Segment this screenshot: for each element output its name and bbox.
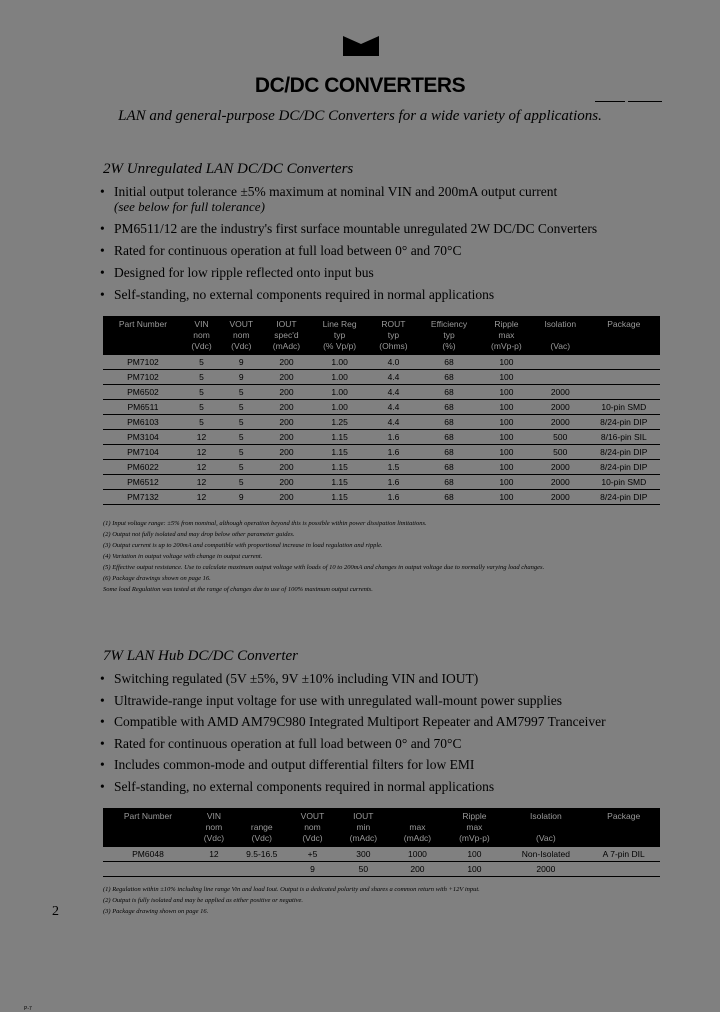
table-cell: 300 <box>336 847 390 862</box>
table-cell: 2000 <box>533 460 588 475</box>
table-header-cell <box>103 341 183 355</box>
table-cell: 5 <box>183 370 220 385</box>
table-cell: 8/24-pin DIP <box>588 445 660 460</box>
table-cell: 5 <box>220 445 262 460</box>
table-cell: 4.4 <box>369 370 419 385</box>
table-cell: 100 <box>480 355 533 370</box>
table-cell: 5 <box>220 385 262 400</box>
table-header-cell: (mVp-p) <box>445 833 505 847</box>
table-cell: 5 <box>183 385 220 400</box>
table-header-cell <box>504 822 587 833</box>
table-cell: 100 <box>480 415 533 430</box>
table-cell: 9 <box>220 490 262 505</box>
section2-table <box>103 808 660 877</box>
footnote: (2) Output not fully isolated and may drop below other parameter guides. <box>103 531 295 538</box>
table-header-cell: Isolation <box>533 316 588 330</box>
list-item: • Includes common-mode and output differential filters for low EMI <box>100 754 660 776</box>
table-cell <box>235 862 289 877</box>
table-header-cell: typ <box>369 330 419 341</box>
table-cell: 1000 <box>390 847 444 862</box>
table-cell: 100 <box>480 385 533 400</box>
table-cell: 10-pin SMD <box>588 475 660 490</box>
table-cell: 1.25 <box>310 415 368 430</box>
table-cell: 200 <box>262 385 310 400</box>
table-header-cell: IOUT <box>336 808 390 822</box>
table-cell: 2000 <box>533 415 588 430</box>
table-cell <box>587 862 660 877</box>
table-cell: 1.15 <box>310 445 368 460</box>
table-cell: 200 <box>262 430 310 445</box>
table-header-cell: typ <box>418 330 480 341</box>
table-header-row <box>103 316 660 330</box>
section1-bullets <box>100 182 660 305</box>
table-cell: +5 <box>289 847 337 862</box>
table-cell: 1.00 <box>310 385 368 400</box>
list-item: • Rated for continuous operation at full load between 0° and 70°C <box>100 241 660 261</box>
table-cell: 10-pin SMD <box>588 400 660 415</box>
table-header-cell: (Ohms) <box>369 341 419 355</box>
table-cell: PM7102 <box>103 355 183 370</box>
table-cell: 1.15 <box>310 430 368 445</box>
table-header-cell: range <box>235 822 289 833</box>
table-cell: 200 <box>262 475 310 490</box>
table-cell: 1.00 <box>310 400 368 415</box>
title-rule-right <box>628 101 662 102</box>
table-cell: PM6022 <box>103 460 183 475</box>
table-cell: 100 <box>480 460 533 475</box>
table-header-cell: ROUT <box>369 316 419 330</box>
table-cell: PM6048 <box>103 847 193 862</box>
table-cell: 2000 <box>533 475 588 490</box>
table-cell: 68 <box>418 370 480 385</box>
table-cell: 12 <box>183 430 220 445</box>
table-cell: 1.6 <box>369 430 419 445</box>
table-cell: 8/24-pin DIP <box>588 460 660 475</box>
page-title: DC/DC CONVERTERS <box>254 74 466 97</box>
table-cell: 200 <box>262 460 310 475</box>
table-cell <box>588 385 660 400</box>
table-header-cell: (mAdc) <box>336 833 390 847</box>
list-item: • Ultrawide-range input voltage for use with unregulated wall-mount power supplies <box>100 690 660 712</box>
table-header-cell <box>235 808 289 822</box>
table-header-cell: (mAdc) <box>390 833 444 847</box>
table-header-cell <box>588 341 660 355</box>
table-header-row <box>103 822 660 833</box>
list-item: • Compatible with AMD AM79C980 Integrated Multiport Repeater and AM7997 Tranceiver <box>100 711 660 733</box>
footnote: (2) Output is fully isolated and may be applied as either positive or negative. <box>103 897 304 904</box>
table-header-cell <box>587 833 660 847</box>
list-item: • Self-standing, no external components required in normal applications <box>100 776 660 798</box>
table-cell: 12 <box>183 475 220 490</box>
table-header-cell: typ <box>310 330 368 341</box>
table-header-cell: (%) <box>418 341 480 355</box>
table-header-cell: (Vdc) <box>235 833 289 847</box>
table-header-cell: min <box>336 822 390 833</box>
table-header-cell: max <box>445 822 505 833</box>
table-cell: 12 <box>183 445 220 460</box>
table-header-cell: (Vdc) <box>220 341 262 355</box>
table-cell <box>533 370 588 385</box>
footnote: (4) Variation in output voltage with change in output current. <box>103 553 263 560</box>
table-cell: 2000 <box>533 490 588 505</box>
table-header-cell: Ripple <box>445 808 505 822</box>
table-cell: PM7104 <box>103 445 183 460</box>
list-item: • Switching regulated (5V ±5%, 9V ±10% including VIN and IOUT) <box>100 668 660 690</box>
page-number: 2 <box>52 904 59 919</box>
table-cell: 8/24-pin DIP <box>588 490 660 505</box>
table-cell: 4.0 <box>369 355 419 370</box>
table-cell: 200 <box>262 370 310 385</box>
table-cell: 1.00 <box>310 355 368 370</box>
title-rule-left <box>595 101 625 102</box>
table-cell: 5 <box>220 460 262 475</box>
table-cell: 200 <box>262 415 310 430</box>
table-header-cell <box>103 822 193 833</box>
table-header-cell: (Vac) <box>533 341 588 355</box>
table-cell: 4.4 <box>369 385 419 400</box>
table-cell: 5 <box>183 355 220 370</box>
table-header-cell: Part Number <box>103 808 193 822</box>
table-cell <box>588 355 660 370</box>
table-cell: 12 <box>183 460 220 475</box>
table-header-cell <box>103 330 183 341</box>
list-item: • PM6511/12 are the industry's first surface mountable unregulated 2W DC/DC Converters <box>100 219 660 239</box>
table-cell: 5 <box>220 475 262 490</box>
table-cell: 200 <box>262 400 310 415</box>
table-row <box>103 355 660 370</box>
table-header-cell: (mAdc) <box>262 341 310 355</box>
table-row <box>103 400 660 415</box>
table-cell: PM3104 <box>103 430 183 445</box>
table-header-cell: IOUT <box>262 316 310 330</box>
table-header-cell: Package <box>587 808 660 822</box>
table-header-cell: (Vac) <box>504 833 587 847</box>
table-cell <box>103 862 193 877</box>
table-cell: 68 <box>418 415 480 430</box>
table-header-cell: Package <box>588 316 660 330</box>
table-header-row <box>103 341 660 355</box>
table-cell: 200 <box>390 862 444 877</box>
table-header-row <box>103 833 660 847</box>
table-header-cell: max <box>390 822 444 833</box>
list-item: (see below for full tolerance) <box>114 199 265 214</box>
table-cell: 1.6 <box>369 490 419 505</box>
table-cell: PM6103 <box>103 415 183 430</box>
table-cell: 500 <box>533 445 588 460</box>
list-item: • Designed for low ripple reflected onto input bus <box>100 263 660 283</box>
table-cell: 100 <box>445 847 505 862</box>
table-header-cell: VIN <box>183 316 220 330</box>
table-row <box>103 475 660 490</box>
table-cell: PM6511 <box>103 400 183 415</box>
footnote: (3) Package drawing shown on page 16. <box>103 908 209 915</box>
table-header-cell: max <box>480 330 533 341</box>
table-header-cell: VOUT <box>289 808 337 822</box>
table-header-cell: Part Number <box>103 316 183 330</box>
footnote: (5) Effective output resistance. Use to calculate maximum output voltage with loads of 10 to 200mA and changes in output voltage due to normally varying load changes. <box>103 564 545 571</box>
table-cell: 100 <box>480 445 533 460</box>
table-header-cell: Isolation <box>504 808 587 822</box>
table-cell: 9 <box>289 862 337 877</box>
table-cell: 100 <box>480 370 533 385</box>
section1-notes <box>103 518 663 595</box>
table-header-cell <box>533 330 588 341</box>
table-cell: 100 <box>480 490 533 505</box>
table-cell <box>533 355 588 370</box>
table-header-cell: nom <box>220 330 262 341</box>
table-cell: 100 <box>480 430 533 445</box>
table-header-cell: (Vdc) <box>289 833 337 847</box>
table-row <box>103 370 660 385</box>
table-cell: 1.6 <box>369 445 419 460</box>
list-item: • Self-standing, no external components required in normal applications <box>100 285 660 305</box>
table-cell: 8/24-pin DIP <box>588 415 660 430</box>
table-cell: 100 <box>445 862 505 877</box>
page-subtitle: LAN and general-purpose DC/DC Converters for a wide variety of applications. <box>118 108 602 124</box>
table-cell: 1.00 <box>310 370 368 385</box>
table-header-cell: Efficiency <box>418 316 480 330</box>
table-cell: 68 <box>418 460 480 475</box>
table-row <box>103 847 660 862</box>
table-cell: 68 <box>418 385 480 400</box>
table-cell: 68 <box>418 475 480 490</box>
table-header-cell: (Vdc) <box>183 341 220 355</box>
table-cell: 68 <box>418 490 480 505</box>
section2-bullets <box>100 668 660 797</box>
table-cell: 5 <box>220 430 262 445</box>
table-header-cell <box>103 833 193 847</box>
section1-table <box>103 316 660 505</box>
list-item: • Rated for continuous operation at full load between 0° and 70°C <box>100 733 660 755</box>
table-row <box>103 445 660 460</box>
table-row <box>103 862 660 877</box>
table-cell: 12 <box>183 490 220 505</box>
table-header-cell: nom <box>193 822 235 833</box>
table-cell: 9.5-16.5 <box>235 847 289 862</box>
table-cell: 4.4 <box>369 415 419 430</box>
table-cell: 100 <box>480 475 533 490</box>
table-header-cell <box>390 808 444 822</box>
table-cell: 1.15 <box>310 490 368 505</box>
table-cell: 2000 <box>504 862 587 877</box>
footnote: (6) Package drawings shown on page 16. <box>103 575 211 582</box>
table-cell: 50 <box>336 862 390 877</box>
footnote: (1) Regulation within ±10% including line range Vin and load Iout. Output is a dedicated polarity and shares a common return with +12V input. <box>103 886 480 893</box>
table-row <box>103 460 660 475</box>
table-cell: A 7-pin DIL <box>587 847 660 862</box>
table-header-cell <box>588 330 660 341</box>
table-cell: 200 <box>262 445 310 460</box>
table-cell: 1.15 <box>310 460 368 475</box>
footnote: (1) Input voltage range: ±5% from nominal, although operation beyond this is possible within power dissipation limitations. <box>103 520 427 527</box>
table-cell: 1.6 <box>369 475 419 490</box>
footnote: (3) Output current is up to 200mA and compatible with proportional increase in load regulation and ripple. <box>103 542 383 549</box>
table-header-row <box>103 330 660 341</box>
table-cell: 68 <box>418 445 480 460</box>
table-header-cell <box>587 822 660 833</box>
table-cell: 5 <box>220 400 262 415</box>
table-cell: 5 <box>220 415 262 430</box>
table-cell: 68 <box>418 430 480 445</box>
table-cell: 9 <box>220 370 262 385</box>
table-row <box>103 430 660 445</box>
table-row <box>103 415 660 430</box>
table-header-cell: nom <box>289 822 337 833</box>
table-cell <box>193 862 235 877</box>
table-header-cell: Ripple <box>480 316 533 330</box>
table-cell: 12 <box>193 847 235 862</box>
table-cell: PM6512 <box>103 475 183 490</box>
list-item: • Initial output tolerance ±5% maximum at nominal VIN and 200mA output current <box>100 182 660 202</box>
table-cell: 5 <box>183 415 220 430</box>
logo-mark <box>343 36 379 56</box>
footnote: Some load Regulation was tested at the range of changes due to use of 100% maximum output currents. <box>103 586 373 593</box>
table-header-cell: (Vdc) <box>193 833 235 847</box>
table-cell: 2000 <box>533 400 588 415</box>
section1-title: 2W Unregulated LAN DC/DC Converters <box>103 161 354 177</box>
table-cell: 200 <box>262 490 310 505</box>
table-cell <box>588 370 660 385</box>
table-cell: 4.4 <box>369 400 419 415</box>
table-cell: 8/16-pin SIL <box>588 430 660 445</box>
table-header-cell: VOUT <box>220 316 262 330</box>
table-cell: Non-Isolated <box>504 847 587 862</box>
table-cell: 200 <box>262 355 310 370</box>
table-row <box>103 385 660 400</box>
table-cell: 68 <box>418 355 480 370</box>
table-cell: 68 <box>418 400 480 415</box>
table-cell: 1.5 <box>369 460 419 475</box>
table-cell: PM7132 <box>103 490 183 505</box>
table-header-row <box>103 808 660 822</box>
table-cell: 500 <box>533 430 588 445</box>
table-cell: PM7102 <box>103 370 183 385</box>
section2-notes <box>103 884 663 917</box>
table-cell: PM6502 <box>103 385 183 400</box>
footer-mark: P-7 <box>24 1006 32 1012</box>
table-cell: 2000 <box>533 385 588 400</box>
section2-title: 7W LAN Hub DC/DC Converter <box>103 648 298 664</box>
table-cell: 9 <box>220 355 262 370</box>
table-cell: 1.15 <box>310 475 368 490</box>
table-cell: 5 <box>183 400 220 415</box>
table-cell: 100 <box>480 400 533 415</box>
table-header-cell: nom <box>183 330 220 341</box>
table-header-cell: (mVp-p) <box>480 341 533 355</box>
table-header-cell: (% Vp/p) <box>310 341 368 355</box>
table-header-cell: spec'd <box>262 330 310 341</box>
table-header-cell: Line Reg <box>310 316 368 330</box>
table-header-cell: VIN <box>193 808 235 822</box>
table-row <box>103 490 660 505</box>
